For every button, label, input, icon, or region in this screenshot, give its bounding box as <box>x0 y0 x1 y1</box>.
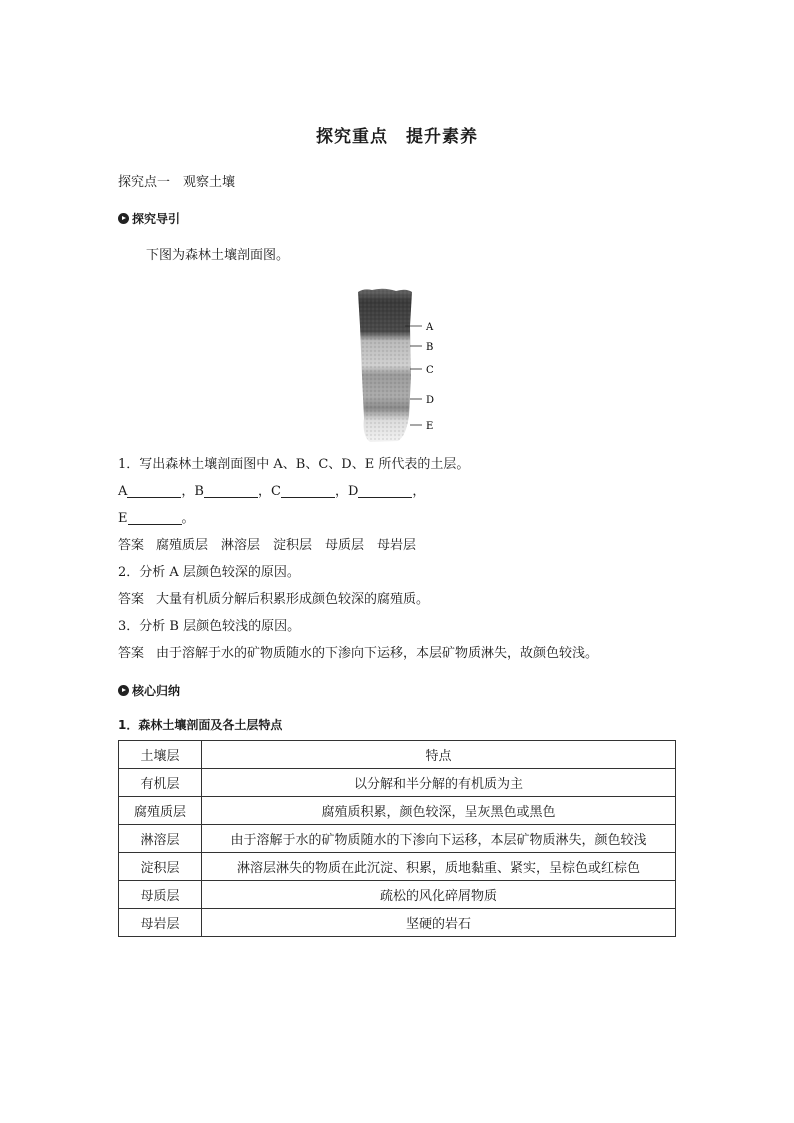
q3-answer-row <box>118 645 598 663</box>
blank-e[interactable] <box>128 511 182 525</box>
label-b: B <box>426 342 434 353</box>
q2-question: 2．分析 A 层颜色较深的原因。 <box>118 565 300 580</box>
feature-cell: 腐殖质积累，颜色较深，呈灰黑色或黑色 <box>202 797 676 825</box>
layer-cell: 母岩层 <box>119 909 202 937</box>
table-row <box>119 825 676 853</box>
label-e: E <box>426 421 434 432</box>
q3-question: 3．分析 B 层颜色较浅的原因。 <box>118 619 301 634</box>
table-row <box>119 797 676 825</box>
blank-label-a: A <box>118 484 128 499</box>
sep: ， <box>181 484 195 499</box>
period: 。 <box>181 511 195 526</box>
table-row <box>119 769 676 797</box>
layer-cell: 淋溶层 <box>119 825 202 853</box>
core-heading: 核心归纳 <box>132 684 181 698</box>
answer-tag: 答案 <box>118 538 145 553</box>
answer-tag: 答案 <box>118 646 145 661</box>
sep: ， <box>257 484 271 499</box>
feature-cell: 以分解和半分解的有机质为主 <box>202 769 676 797</box>
blank-label-d: D <box>347 484 359 499</box>
blank-b[interactable] <box>204 484 258 498</box>
header-cell: 土壤层 <box>119 741 202 769</box>
table-row <box>119 881 676 909</box>
soil-layer-table <box>118 740 676 937</box>
q2-answer-row <box>118 591 429 609</box>
layer-cell: 母质层 <box>119 881 202 909</box>
core-heading-row <box>118 682 180 700</box>
label-c: C <box>426 365 434 376</box>
answer-tag: 答案 <box>118 592 145 607</box>
section-heading: 探究点一 观察土壤 <box>118 175 236 190</box>
soil-profile-figure <box>350 286 450 446</box>
layer-cell: 淀积层 <box>119 853 202 881</box>
guide-heading: 探究导引 <box>132 212 181 226</box>
blank-a[interactable] <box>127 484 181 498</box>
layer-cell: 有机层 <box>119 769 202 797</box>
feature-cell: 由于溶解于水的矿物质随水的下渗向下运移，本层矿物质淋失，颜色较浅 <box>202 825 676 853</box>
blank-label-c: C <box>270 484 281 499</box>
label-a: A <box>426 322 434 333</box>
sep: ， <box>412 484 426 499</box>
q1-answer: 腐殖质层 淋溶层 淀积层 母质层 母岩层 <box>156 538 417 553</box>
guide-heading-row <box>118 210 180 228</box>
page-title: 探究重点 提升素养 <box>316 127 478 147</box>
play-circle-icon <box>118 685 129 696</box>
table-header-row <box>119 741 676 769</box>
q3-answer: 由于溶解于水的矿物质随水的下渗向下运移，本层矿物质淋失，故颜色较浅。 <box>156 646 599 661</box>
label-d: D <box>426 395 435 406</box>
intro-text: 下图为森林土壤剖面图。 <box>146 248 290 263</box>
table-row <box>119 909 676 937</box>
sep: ， <box>334 484 348 499</box>
table-row <box>119 853 676 881</box>
blank-label-e: E <box>118 511 128 526</box>
soil-profile-image <box>350 286 450 446</box>
blank-label-b: B <box>194 484 204 499</box>
q2-answer: 大量有机质分解后积累形成颜色较深的腐殖质。 <box>156 592 430 607</box>
layer-cell: 腐殖质层 <box>119 797 202 825</box>
q1-answer-row <box>118 537 416 555</box>
blank-d[interactable] <box>358 484 412 498</box>
feature-cell: 坚硬的岩石 <box>202 909 676 937</box>
play-circle-icon <box>118 213 129 224</box>
blank-c[interactable] <box>281 484 335 498</box>
q1-blanks-row2 <box>118 510 195 528</box>
q1-blanks-row1 <box>118 483 425 501</box>
feature-cell: 疏松的风化碎屑物质 <box>202 881 676 909</box>
table-title: 1．森林土壤剖面及各土层特点 <box>118 718 283 732</box>
q1-question: 1．写出森林土壤剖面图中 A、B、C、D、E 所代表的土层。 <box>118 457 470 472</box>
header-cell: 特点 <box>202 741 676 769</box>
feature-cell: 淋溶层淋失的物质在此沉淀、积累，质地黏重、紧实，呈棕色或红棕色 <box>202 853 676 881</box>
